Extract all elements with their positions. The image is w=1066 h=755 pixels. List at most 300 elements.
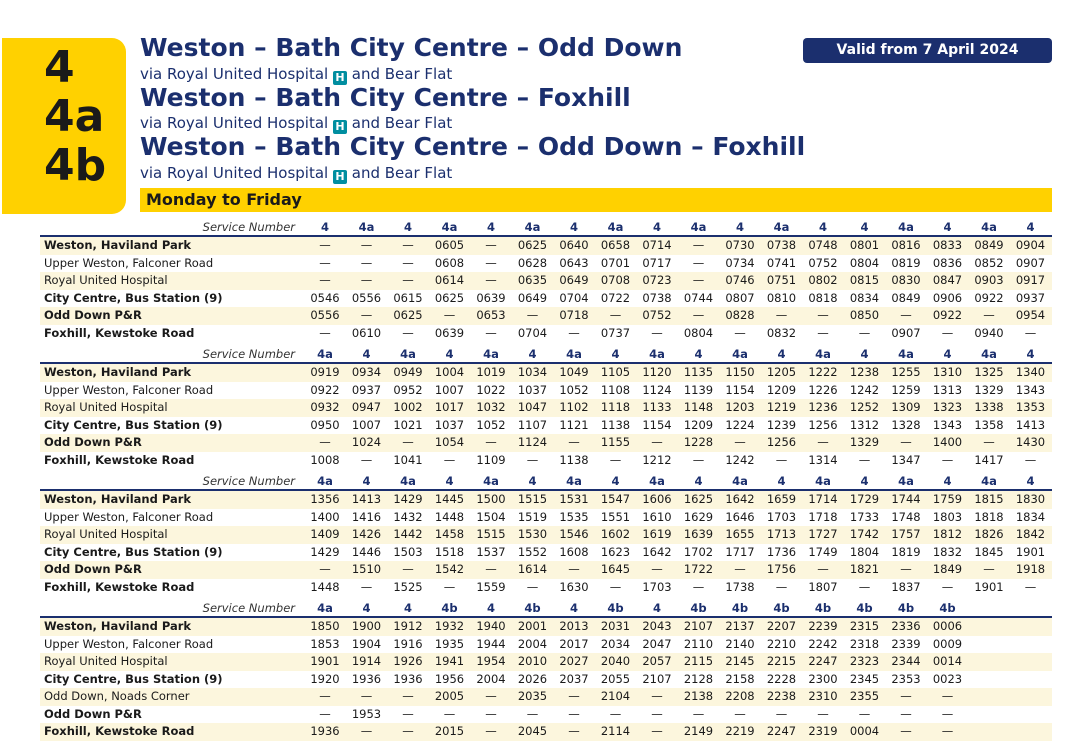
departure-time: 2336 <box>891 619 921 633</box>
departure-time: — <box>443 452 456 467</box>
departure-time: 1932 <box>434 619 465 633</box>
departure-time: 0023 <box>932 671 963 686</box>
departure-time: 1936 <box>351 671 382 686</box>
service-number: 4 <box>1026 347 1035 361</box>
service-number: 4 <box>403 601 412 615</box>
departure-time: 0815 <box>849 273 880 287</box>
departure-time: 0904 <box>1015 238 1046 252</box>
departure-time: 1904 <box>351 636 382 651</box>
departure-time: 0850 <box>849 308 880 322</box>
departure-time: 0610 <box>351 325 382 340</box>
route-title-4b: Weston – Bath City Centre – Odd Down – Foxhill <box>140 132 806 161</box>
departure-time: — <box>900 689 912 703</box>
departure-time: — <box>817 435 829 449</box>
departure-time: 1606 <box>642 492 672 506</box>
departure-time: 0714 <box>642 238 672 252</box>
departure-time: 1205 <box>766 365 797 379</box>
departure-time: — <box>568 706 580 721</box>
service-number: 4 <box>569 601 578 615</box>
departure-time: — <box>941 325 954 340</box>
departure-time: 0658 <box>600 238 631 252</box>
service-number: 4a <box>649 474 665 488</box>
stop-name: Royal United Hospital <box>44 400 168 414</box>
departure-time: — <box>485 706 497 721</box>
departure-time: 2004 <box>476 671 506 686</box>
departure-time: — <box>817 562 829 576</box>
departure-time: — <box>485 325 497 340</box>
departure-time: 1209 <box>683 417 714 432</box>
departure-time: 0615 <box>393 290 423 305</box>
departure-time: 1912 <box>393 619 423 633</box>
service-number: 4a <box>898 220 914 234</box>
table-row <box>40 434 1052 452</box>
table-row <box>40 272 1052 290</box>
departure-time: 0722 <box>600 290 631 305</box>
departure-time: — <box>983 435 995 449</box>
stop-name: Upper Weston, Falconer Road <box>44 255 214 270</box>
departure-time: 1608 <box>559 544 589 559</box>
departure-time: 1940 <box>476 619 506 633</box>
departure-time: 1552 <box>517 544 548 559</box>
service-number: 4b <box>690 601 707 615</box>
departure-time: 0810 <box>766 290 797 305</box>
departure-time: 0922 <box>310 382 340 397</box>
service-number: 4 <box>362 474 371 488</box>
departure-time: 1956 <box>434 671 465 686</box>
table-row <box>40 671 1052 689</box>
route-number-4b: 4b <box>44 140 107 191</box>
table-row <box>40 688 1052 706</box>
departure-time: 1343 <box>932 417 963 432</box>
departure-time: 1222 <box>808 365 838 379</box>
departure-time: — <box>568 325 580 340</box>
departure-time: 1832 <box>932 544 963 559</box>
departure-time: — <box>941 706 954 721</box>
departure-time: 1312 <box>849 417 880 432</box>
service-number: 4a <box>815 347 831 361</box>
departure-time: 1109 <box>476 452 506 467</box>
departure-time: 1154 <box>642 417 672 432</box>
departure-time: 1340 <box>1015 365 1046 379</box>
service-number: 4a <box>690 220 707 234</box>
service-number-label: Service Number <box>202 220 295 234</box>
departure-time: 0847 <box>932 273 963 287</box>
departure-time: 1037 <box>434 417 465 432</box>
departure-time: — <box>402 562 414 576</box>
service-number: 4 <box>445 474 454 488</box>
departure-time: 1155 <box>600 435 631 449</box>
departure-time: 0738 <box>642 290 672 305</box>
departure-time: — <box>443 579 456 594</box>
service-number: 4 <box>777 347 786 361</box>
departure-time: 1135 <box>683 365 714 379</box>
service-number: 4a <box>358 220 375 234</box>
departure-time: 0014 <box>932 654 963 668</box>
departure-time: 1733 <box>849 509 880 524</box>
departure-time: 1138 <box>559 452 589 467</box>
departure-time: — <box>1024 452 1037 467</box>
departure-time: 1458 <box>434 527 465 541</box>
departure-time: 1021 <box>393 417 423 432</box>
departure-time: 1935 <box>434 636 465 651</box>
departure-time: 1313 <box>932 382 963 397</box>
departure-time: 2137 <box>725 619 755 633</box>
table-row <box>40 526 1052 544</box>
departure-time: 0751 <box>766 273 797 287</box>
departure-time: — <box>651 706 663 721</box>
stop-name: Foxhill, Kewstoke Road <box>44 325 195 340</box>
table-row <box>40 706 1052 724</box>
service-number: 4a <box>566 347 582 361</box>
departure-time: 1150 <box>725 365 755 379</box>
departure-time: — <box>485 724 497 738</box>
departure-time: 1703 <box>766 509 797 524</box>
departure-time: 0546 <box>310 290 340 305</box>
departure-time: 0708 <box>600 273 631 287</box>
departure-time: 2140 <box>725 636 755 651</box>
stop-name: Foxhill, Kewstoke Road <box>44 452 195 467</box>
departure-time: 1032 <box>476 400 506 414</box>
service-number: 4a <box>981 347 997 361</box>
service-number: 4a <box>441 220 458 234</box>
departure-time: 1228 <box>683 435 714 449</box>
departure-time: 0934 <box>351 365 382 379</box>
departure-time: 1133 <box>642 400 672 414</box>
service-number: 4a <box>773 220 790 234</box>
departure-time: 0746 <box>725 273 755 287</box>
stop-name: Foxhill, Kewstoke Road <box>44 724 195 738</box>
departure-time: 1429 <box>393 492 423 506</box>
departure-time: 1503 <box>393 544 423 559</box>
departure-time: — <box>568 724 580 738</box>
table-row <box>40 579 1052 597</box>
departure-time: 1757 <box>891 527 921 541</box>
service-number: 4 <box>486 220 495 234</box>
departure-time: 1034 <box>517 365 548 379</box>
departure-time: 1659 <box>766 492 797 506</box>
stop-name: City Centre, Bus Station (9) <box>44 671 223 686</box>
departure-time: 1519 <box>517 509 548 524</box>
departure-time: 1830 <box>1015 492 1046 506</box>
table-row <box>40 364 1052 382</box>
departure-time: 0625 <box>434 290 465 305</box>
departure-time: 2004 <box>517 636 548 651</box>
service-number: 4 <box>569 220 578 234</box>
departure-time: 2045 <box>517 724 548 738</box>
departure-time: — <box>858 452 871 467</box>
departure-time: — <box>692 273 705 287</box>
departure-time: 2210 <box>766 636 797 651</box>
departure-time: 0752 <box>808 255 838 270</box>
departure-time: — <box>319 273 331 287</box>
departure-time: 2158 <box>725 671 755 686</box>
service-number: 4a <box>981 220 997 234</box>
departure-time: 0748 <box>808 238 838 252</box>
departure-time: 0954 <box>1015 308 1046 322</box>
departure-time: 1642 <box>642 544 672 559</box>
departure-time: — <box>900 724 912 738</box>
departure-time: 1916 <box>393 636 423 651</box>
departure-time: — <box>651 325 663 340</box>
departure-time: 1518 <box>434 544 465 559</box>
route-via-4a: via Royal United Hospital H and Bear Flat <box>140 114 453 133</box>
departure-time: 1120 <box>642 365 672 379</box>
departure-time: 2043 <box>642 619 672 633</box>
departure-time: 2104 <box>600 689 631 703</box>
departure-time: — <box>692 579 705 594</box>
departure-time: 1537 <box>476 544 506 559</box>
departure-time: 0852 <box>974 255 1004 270</box>
departure-time: 2040 <box>600 654 631 668</box>
service-number: 4a <box>524 220 541 234</box>
departure-time: 1821 <box>849 562 880 576</box>
departure-time: 0816 <box>891 238 921 252</box>
stop-name: City Centre, Bus Station (9) <box>44 417 223 432</box>
departure-time: 1256 <box>808 417 838 432</box>
departure-time: 0922 <box>932 308 963 322</box>
service-number: 4a <box>483 347 499 361</box>
service-number: 4 <box>943 347 952 361</box>
departure-time: 0738 <box>766 238 797 252</box>
departure-time: 0643 <box>559 255 589 270</box>
departure-time: 1212 <box>642 452 672 467</box>
departure-time: 1037 <box>517 382 548 397</box>
departure-time: 1259 <box>891 382 921 397</box>
departure-time: — <box>1024 325 1037 340</box>
service-number: 4b <box>441 601 458 615</box>
departure-time: 1803 <box>932 509 963 524</box>
service-number: 4 <box>694 474 703 488</box>
departure-time: 1124 <box>517 435 548 449</box>
departure-time: 2145 <box>725 654 755 668</box>
departure-time: 0830 <box>891 273 921 287</box>
departure-time: — <box>651 562 663 576</box>
departure-time: 1610 <box>642 509 672 524</box>
departure-time: 0937 <box>351 382 382 397</box>
route-number-badge <box>2 38 126 214</box>
service-number: 4a <box>732 474 748 488</box>
departure-time: 2315 <box>849 619 880 633</box>
departure-time: 0608 <box>434 255 465 270</box>
departure-time: 1901 <box>974 579 1004 594</box>
departure-time: 1107 <box>517 417 548 432</box>
departure-time: — <box>402 724 414 738</box>
departure-time: 0907 <box>1015 255 1046 270</box>
route-number-4: 4 <box>44 42 75 93</box>
departure-time: 1759 <box>932 492 963 506</box>
departure-time: 1646 <box>725 509 755 524</box>
service-number: 4 <box>445 347 454 361</box>
departure-time: 2001 <box>517 619 548 633</box>
departure-time: 2208 <box>725 689 755 703</box>
departure-time: 0639 <box>476 290 506 305</box>
route-title-4: Weston – Bath City Centre – Odd Down <box>140 33 683 62</box>
day-banner <box>140 188 1052 212</box>
service-number: 4a <box>607 220 624 234</box>
service-number: 4a <box>317 347 333 361</box>
stop-name: Upper Weston, Falconer Road <box>44 636 214 651</box>
departure-time: 1242 <box>849 382 880 397</box>
stop-name: Odd Down P&R <box>44 562 142 576</box>
departure-time: 1642 <box>725 492 755 506</box>
departure-time: — <box>609 452 622 467</box>
departure-time: — <box>319 706 331 721</box>
departure-time: 1047 <box>517 400 548 414</box>
departure-time: — <box>360 689 373 703</box>
departure-time: 0917 <box>1015 273 1046 287</box>
departure-time: 2110 <box>683 636 714 651</box>
departure-time: 2149 <box>683 724 714 738</box>
departure-time: — <box>817 308 829 322</box>
departure-time: — <box>402 325 414 340</box>
departure-time: 2114 <box>600 724 631 738</box>
departure-time: 1255 <box>891 365 921 379</box>
departure-time: 2138 <box>683 689 714 703</box>
departure-time: — <box>402 238 414 252</box>
stop-name: Odd Down, Noads Corner <box>44 689 190 703</box>
departure-time: 0919 <box>310 365 340 379</box>
table-row <box>40 544 1052 562</box>
service-number: 4a <box>898 474 914 488</box>
departure-time: 0849 <box>891 290 921 305</box>
departure-time: 2355 <box>849 689 880 703</box>
departure-time: 0952 <box>393 382 423 397</box>
departure-time: 1718 <box>808 509 838 524</box>
departure-time: 1944 <box>476 636 506 651</box>
departure-time: 0804 <box>683 325 714 340</box>
departure-time: 2318 <box>849 636 880 651</box>
day-label: Monday to Friday <box>146 190 302 209</box>
departure-time: 1323 <box>932 400 963 414</box>
departure-time: 1002 <box>393 400 423 414</box>
departure-time: 1148 <box>683 400 714 414</box>
departure-time: 1008 <box>310 452 340 467</box>
departure-time: 1936 <box>393 671 423 686</box>
service-number: 4 <box>860 474 869 488</box>
departure-time: — <box>485 562 497 576</box>
departure-time: 1209 <box>766 382 797 397</box>
departure-time: 0947 <box>351 400 382 414</box>
departure-time: 1252 <box>849 400 880 414</box>
departure-time: 1238 <box>849 365 880 379</box>
service-number-label: Service Number <box>202 347 295 361</box>
departure-time: — <box>319 255 331 270</box>
departure-time: — <box>526 706 539 721</box>
table-row <box>40 399 1052 417</box>
departure-time: 0801 <box>849 238 880 252</box>
departure-time: 1256 <box>766 435 797 449</box>
departure-time: 2115 <box>683 654 714 668</box>
departure-time: 0834 <box>849 290 880 305</box>
departure-time: 0701 <box>600 255 631 270</box>
service-number: 4a <box>400 474 416 488</box>
departure-time: 0937 <box>1015 290 1046 305</box>
service-number: 4 <box>860 347 869 361</box>
departure-time: — <box>775 706 788 721</box>
departure-time: 0723 <box>642 273 672 287</box>
departure-time: 0640 <box>559 238 589 252</box>
departure-time: — <box>402 255 414 270</box>
service-number: 4b <box>524 601 541 615</box>
stop-name: Odd Down P&R <box>44 308 142 322</box>
departure-time: 1400 <box>932 435 963 449</box>
departure-time: 1744 <box>891 492 921 506</box>
service-number: 4a <box>483 474 499 488</box>
departure-time: 2247 <box>808 654 838 668</box>
departure-time: 1926 <box>393 654 423 668</box>
departure-time: 2010 <box>517 654 548 668</box>
departure-time: — <box>817 325 829 340</box>
departure-time: 1121 <box>559 417 589 432</box>
departure-time: 0605 <box>434 238 465 252</box>
departure-time: — <box>734 562 746 576</box>
service-number: 4a <box>898 347 914 361</box>
departure-time: — <box>983 562 995 576</box>
route-via-4b: via Royal United Hospital H and Bear Flat <box>140 164 453 183</box>
departure-time: 1353 <box>1015 400 1046 414</box>
table-row <box>40 237 1052 255</box>
table-row <box>40 561 1052 579</box>
service-number: 4b <box>939 601 956 615</box>
departure-time: — <box>485 238 497 252</box>
departure-time: 2323 <box>849 654 880 668</box>
departure-time: 1714 <box>808 492 838 506</box>
departure-time: — <box>941 579 954 594</box>
departure-time: — <box>402 689 414 703</box>
departure-time: 1310 <box>932 365 963 379</box>
departure-time: 2034 <box>600 636 631 651</box>
departure-time: 1623 <box>600 544 631 559</box>
service-number: 4 <box>528 347 537 361</box>
departure-time: 0949 <box>393 365 423 379</box>
departure-time: 1007 <box>434 382 465 397</box>
departure-time: 1515 <box>476 527 506 541</box>
departure-time: — <box>319 689 331 703</box>
departure-time: — <box>692 452 705 467</box>
departure-time: — <box>692 238 705 252</box>
departure-time: 1049 <box>559 365 589 379</box>
table-row <box>40 382 1052 400</box>
departure-time: 0628 <box>517 255 548 270</box>
departure-time: 0649 <box>517 290 548 305</box>
departure-time: 1138 <box>600 417 631 432</box>
service-number: 4a <box>317 474 333 488</box>
departure-time: 1041 <box>393 452 423 467</box>
service-number: 4 <box>943 474 952 488</box>
departure-time: — <box>443 706 456 721</box>
departure-time: — <box>609 308 622 322</box>
departure-time: 1102 <box>559 400 589 414</box>
departure-time: 1901 <box>310 654 340 668</box>
departure-time: — <box>775 579 788 594</box>
service-number: 4 <box>860 220 869 234</box>
service-number-row <box>40 473 1052 491</box>
service-number: 4 <box>735 220 744 234</box>
departure-time: 0614 <box>434 273 465 287</box>
departure-time: 0625 <box>393 308 423 322</box>
service-number: 4a <box>649 347 665 361</box>
departure-time: 0832 <box>766 325 797 340</box>
stop-name: Odd Down P&R <box>44 435 142 449</box>
departure-time: 1815 <box>974 492 1004 506</box>
departure-time: 1953 <box>351 706 382 721</box>
departure-time: 1702 <box>683 544 714 559</box>
departure-time: 1901 <box>1015 544 1046 559</box>
departure-time: 2026 <box>517 671 548 686</box>
hospital-icon: H <box>333 120 347 134</box>
table-row <box>40 491 1052 509</box>
departure-time: 1017 <box>434 400 465 414</box>
